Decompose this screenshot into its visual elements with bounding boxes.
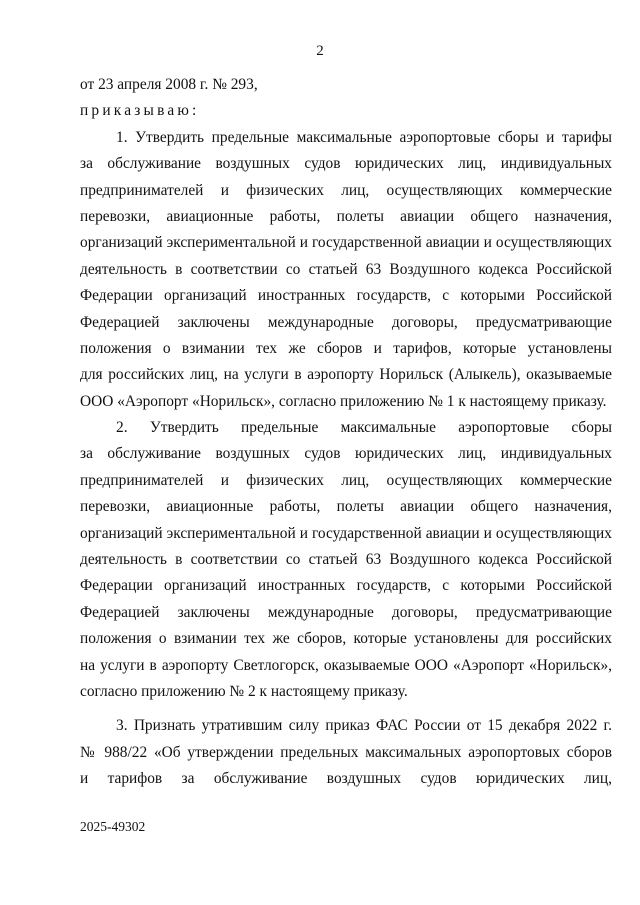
paragraph-line: 3. Признать утратившим силу приказ ФАС России от 15 декабря 2022 г.: [116, 717, 612, 735]
paragraph-line: Федерации организаций иностранных государств, с которыми Российской: [80, 287, 612, 305]
paragraph-item-1: [80, 125, 612, 415]
paragraph-item-3: [80, 713, 612, 792]
paragraph-line: организаций экспериментальной и государственной авиации и осуществляющих: [80, 524, 612, 542]
paragraph-line: деятельность в соответствии со статьей 63 Воздушного кодекса Российской: [80, 551, 612, 569]
paragraph-line: 1. Утвердить предельные максимальные аэропортовые сборы и тарифы: [116, 128, 612, 146]
paragraph-item-2: [80, 415, 612, 705]
paragraph-line: № 988/22 «Об утверждении предельных максимальных аэропортовых сборов: [80, 743, 612, 761]
paragraph-line: на услуги в аэропорту Светлогорск, оказываемые ООО «Аэропорт «Норильск»,: [80, 656, 612, 674]
paragraph-line: организаций экспериментальной и государственной авиации и осуществляющих: [80, 234, 612, 252]
intro-line: от 23 апреля 2008 г. № 293,: [80, 76, 258, 93]
page-number: 2: [316, 43, 324, 59]
paragraph-line: ООО «Аэропорт «Норильск», согласно приложению № 1 к настоящему приказу.: [80, 392, 607, 410]
paragraph-line: и тарифов за обслуживание воздушных судов юридических лиц,: [80, 770, 612, 788]
paragraph-line: за обслуживание воздушных судов юридических лиц, индивидуальных: [80, 445, 612, 463]
order-word: приказываю:: [80, 102, 200, 120]
paragraph-line: Федерации организаций иностранных государств, с которыми Российской: [80, 577, 612, 595]
paragraph-line: предпринимателей и физических лиц, осуществляющих коммерческие: [80, 181, 612, 199]
paragraph-line: Федерацией заключены международные договоры, предусматривающие: [80, 603, 612, 621]
paragraph-line: Федерацией заключены международные договоры, предусматривающие: [80, 313, 612, 331]
document-code: 2025-49302: [80, 819, 146, 834]
paragraph-gap: [80, 705, 612, 713]
paragraph-line: деятельность в соответствии со статьей 63 Воздушного кодекса Российской: [80, 260, 612, 278]
paragraph-line: перевозки, авиационные работы, полеты авиации общего назначения,: [80, 207, 612, 225]
paragraph-line: 2. Утвердить предельные максимальные аэропортовые сборы: [116, 419, 612, 437]
paragraph-line: для российских лиц, на услуги в аэропорту Норильск (Алыкель), оказываемые: [80, 366, 612, 384]
paragraph-line: перевозки, авиационные работы, полеты авиации общего назначения,: [80, 498, 612, 516]
paragraph-line: положения о взимании тех же сборов и тарифов, которые установлены: [80, 339, 612, 357]
paragraph-line: положения о взимании тех же сборов, которые установлены для российских: [80, 630, 612, 648]
paragraph-line: согласно приложению № 2 к настоящему приказу.: [80, 682, 408, 700]
paragraph-line: за обслуживание воздушных судов юридических лиц, индивидуальных: [80, 155, 612, 173]
paragraph-line: предпринимателей и физических лиц, осуществляющих коммерческие: [80, 471, 612, 489]
document-body: [80, 72, 612, 793]
